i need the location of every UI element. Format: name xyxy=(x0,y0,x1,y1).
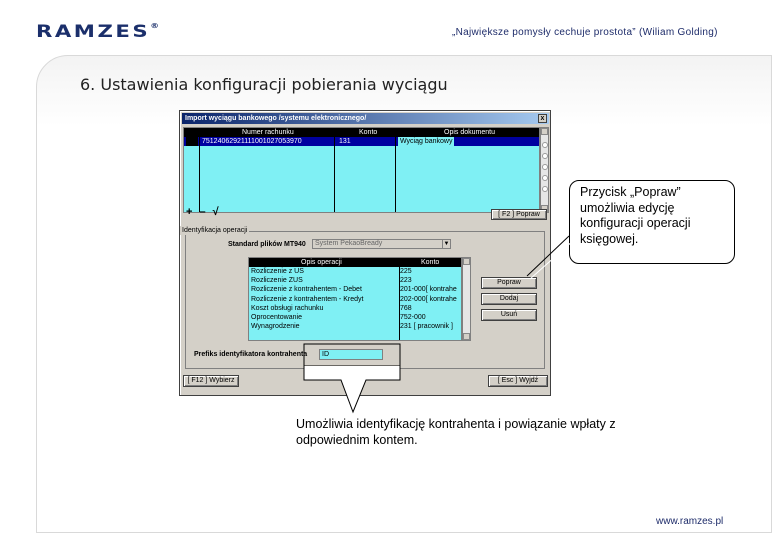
accounts-table-header: Numer rachunku Konto Opis dokumentu xyxy=(184,128,539,137)
exit-button[interactable]: [ Esc ] Wyjdź xyxy=(488,375,548,387)
dialog-titlebar xyxy=(182,113,549,124)
table-row[interactable]: Oprocentowanie 752-000 xyxy=(251,314,426,321)
standard-select[interactable]: System PekaoBready ▼ xyxy=(312,239,451,249)
header-quote: „Największe pomysły cechuje prostota” (Wiliam Golding) xyxy=(452,27,718,38)
operations-table[interactable] xyxy=(248,257,462,341)
close-icon[interactable]: x xyxy=(538,114,547,123)
operations-table-header: Opis operacji Konto xyxy=(249,258,461,267)
prefix-label: Prefiks identyfikatora kontrahenta xyxy=(194,351,308,358)
scroll-down-icon[interactable] xyxy=(463,333,470,340)
popraw-callout: Przycisk „Popraw” umożliwia edycję konfiguracji operacji księgowej. xyxy=(569,180,735,264)
wybierz-button[interactable]: [ F12 ] Wybierz xyxy=(183,375,239,387)
popraw-operation-button[interactable]: Popraw xyxy=(481,277,537,289)
ramzes-logo: RAMZES® xyxy=(36,22,159,42)
table-row[interactable]: Rozliczenie ZUS 223 xyxy=(251,277,412,285)
table-row[interactable]: 75124062921111001027053970 131 Wyciąg bankowy xyxy=(184,137,539,146)
usun-button[interactable]: Usuń xyxy=(481,309,537,321)
operations-scrollbar[interactable] xyxy=(462,257,471,341)
table-row[interactable]: Wynagrodzenie 231 [ pracownik ] xyxy=(251,323,453,331)
slide-title: 6. Ustawienia konfiguracji pobierania wyciągu xyxy=(80,75,448,94)
popraw-account-button[interactable]: [ F2 ] Popraw xyxy=(491,209,547,220)
prefix-input[interactable]: ID xyxy=(319,349,383,360)
chevron-down-icon[interactable]: ▼ xyxy=(443,241,450,247)
prefix-callout: Umożliwia identyfikację kontrahenta i powiązanie wpłaty z odpowiednim kontem. xyxy=(296,417,616,447)
table-row[interactable]: Koszt obsługi rachunku 768 xyxy=(251,304,412,312)
dialog-title: Import wyciągu bankowego /systemu elektronicznego/ xyxy=(185,115,367,122)
standard-label: Standard plików MT940 xyxy=(228,241,306,248)
import-dialog xyxy=(179,110,551,396)
scroll-up-icon[interactable] xyxy=(541,128,548,135)
accounts-scrollbar[interactable] xyxy=(540,127,549,213)
table-row[interactable]: Rozliczenie z US 225 xyxy=(251,268,412,275)
table-row[interactable]: Rozliczenie z kontrahentem - Kredyt 202-000[ kontrahe xyxy=(251,295,457,303)
scroll-up-icon[interactable] xyxy=(463,258,470,265)
dodaj-button[interactable]: Dodaj xyxy=(481,293,537,305)
identification-group-legend: Identyfikacja operacji xyxy=(182,227,248,234)
add-remove-accept-icons[interactable]: + – √ xyxy=(186,206,221,218)
accounts-table[interactable] xyxy=(183,127,540,213)
footer-url[interactable]: www.ramzes.pl xyxy=(656,516,724,527)
table-row[interactable]: Rozliczenie z kontrahentem - Debet 201-000[ kontrahe xyxy=(251,286,457,294)
